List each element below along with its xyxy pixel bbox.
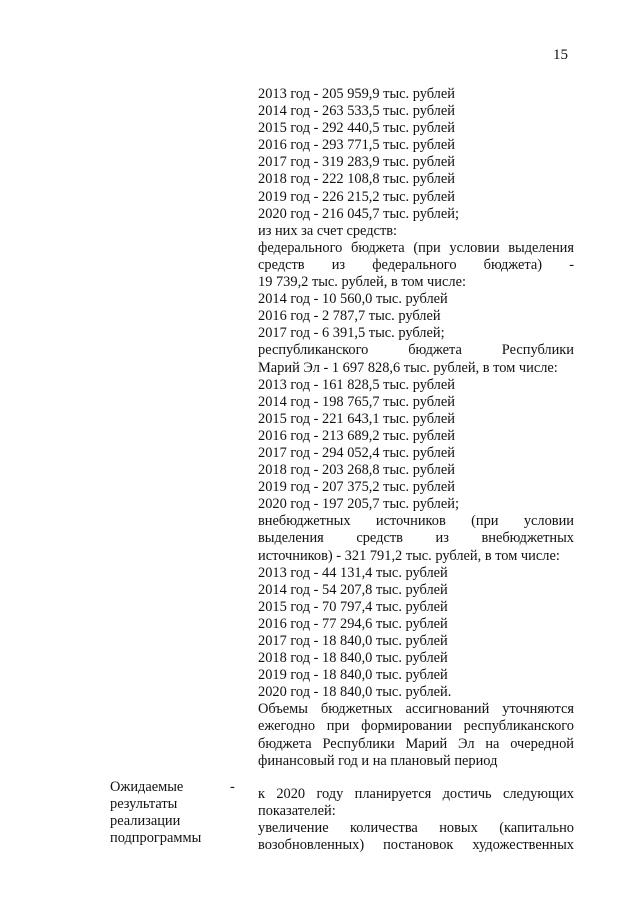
year-line: 2018 год - 222 108,8 тыс. рублей [258, 171, 455, 188]
results-line: увеличение количества новых (капитально [258, 819, 574, 836]
results-line: возобновленных) постановок художественных [258, 837, 574, 854]
year-line: 2019 год - 18 840,0 тыс. рублей [258, 667, 448, 684]
extrabudgetary-heading-line: выделения средств из внебюджетных [258, 530, 574, 547]
republican-budget-section [258, 342, 574, 513]
republican-total-line: Марий Эл - 1 697 828,6 тыс. рублей, в том числе: [258, 359, 558, 376]
note-line: Объемы бюджетных ассигнований уточняются [258, 701, 574, 718]
year-line: 2016 год - 293 771,5 тыс. рублей [258, 137, 455, 154]
year-line: 2013 год - 161 828,5 тыс. рублей [258, 376, 455, 393]
note-line: финансовый год и на плановый период [258, 752, 498, 769]
page-number: 15 [553, 47, 568, 63]
year-line: 2014 год - 263 533,5 тыс. рублей [258, 103, 455, 120]
federal-heading-line: средств из федерального бюджета) - [258, 256, 574, 273]
year-line: 2013 год - 44 131,4 тыс. рублей [258, 564, 448, 581]
year-line: 2014 год - 10 560,0 тыс. рублей [258, 291, 448, 308]
year-line: 2017 год - 6 391,5 тыс. рублей; [258, 325, 445, 342]
year-line: 2019 год - 226 215,2 тыс. рублей [258, 188, 455, 205]
year-line: 2015 год - 221 643,1 тыс. рублей [258, 410, 455, 427]
year-line: 2017 год - 294 052,4 тыс. рублей [258, 444, 455, 461]
year-line: 2020 год - 216 045,7 тыс. рублей; [258, 205, 459, 222]
republican-heading-line: республиканского бюджета Республики [258, 342, 574, 359]
year-line: 2016 год - 213 689,2 тыс. рублей [258, 427, 455, 444]
year-line: 2017 год - 319 283,9 тыс. рублей [258, 154, 455, 171]
expected-results-label [110, 779, 230, 847]
year-line: 2015 год - 70 797,4 тыс. рублей [258, 598, 448, 615]
federal-budget-section [258, 240, 574, 343]
sources-intro: из них за счет средств: [258, 222, 398, 239]
year-line: 2020 год - 197 205,7 тыс. рублей; [258, 496, 459, 513]
year-line: 2013 год - 205 959,9 тыс. рублей [258, 86, 455, 102]
extrabudgetary-heading-line: внебюджетных источников (при условии [258, 513, 574, 530]
label-line: результаты [110, 796, 178, 813]
year-line: 2018 год - 18 840,0 тыс. рублей [258, 650, 448, 667]
year-line: 2016 год - 2 787,7 тыс. рублей [258, 308, 441, 325]
federal-total-line: 19 739,2 тыс. рублей, в том числе: [258, 274, 466, 291]
expected-results-text [258, 786, 574, 854]
label-line: Ожидаемые [110, 779, 184, 795]
federal-heading-line: федерального бюджета (при условии выделения [258, 239, 574, 256]
year-line: 2020 год - 18 840,0 тыс. рублей. [258, 684, 452, 701]
note-line: ежегодно при формировании республиканского [258, 718, 574, 735]
label-dash: - [230, 779, 235, 795]
note-line: бюджета Республики Марий Эл на очередной [258, 735, 574, 752]
label-line: подпрограммы [110, 830, 202, 847]
results-line: к 2020 году планируется достичь следующих [258, 785, 574, 802]
extrabudgetary-total-line: источников) - 321 791,2 тыс. рублей, в том числе: [258, 547, 560, 564]
label-line: реализации [110, 813, 181, 830]
year-line: 2015 год - 292 440,5 тыс. рублей [258, 120, 455, 137]
year-line: 2019 год - 207 375,2 тыс. рублей [258, 479, 455, 496]
year-line: 2014 год - 54 207,8 тыс. рублей [258, 581, 448, 598]
year-line: 2017 год - 18 840,0 тыс. рублей [258, 633, 448, 649]
year-line: 2014 год - 198 765,7 тыс. рублей [258, 393, 455, 410]
results-line: показателей: [258, 802, 336, 819]
year-line: 2018 год - 203 268,8 тыс. рублей [258, 462, 455, 479]
extrabudgetary-section [258, 513, 574, 701]
year-line: 2016 год - 77 294,6 тыс. рублей [258, 615, 448, 632]
funding-text-column [258, 86, 574, 854]
total-years-list [258, 86, 574, 223]
allocation-note [258, 701, 574, 769]
section-spacer [258, 770, 574, 786]
